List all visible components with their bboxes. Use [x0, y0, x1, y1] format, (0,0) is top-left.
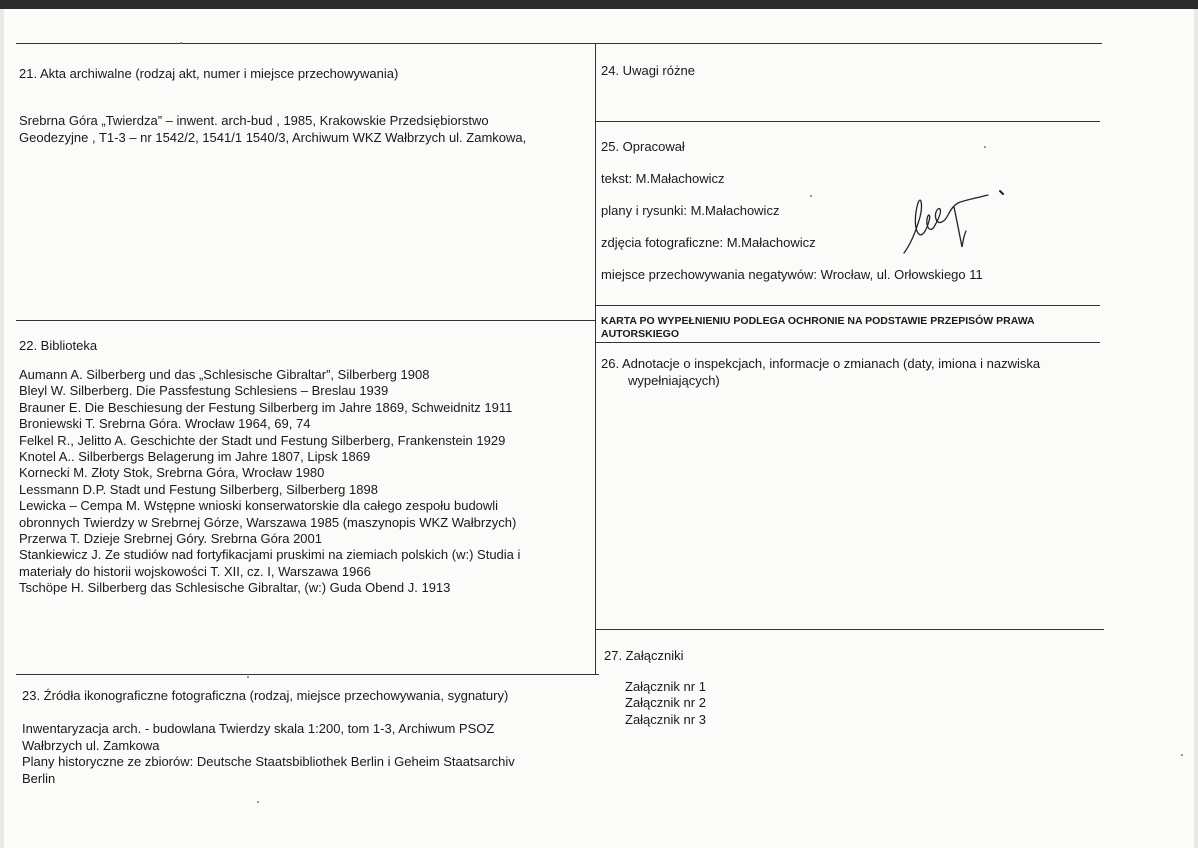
bibliography-entry: Knotel A.. Silberbergs Belagerung im Jahre 1807, Lipsk 1869 [19, 449, 371, 465]
section-23-line: Berlin [22, 771, 56, 786]
section-21-line: Srebrna Góra „Twierdza” – inwent. arch-bud , 1985, Krakowskie Przedsiębiorstwo [19, 113, 489, 128]
bibliography-entry: Tschöpe H. Silberberg das Schlesische Gibraltar, (w:) Guda Obend J. 1913 [19, 580, 451, 596]
bibliography-entry: Aumann A. Silberberg und das „Schlesische Gibraltar”, Silberberg 1908 [19, 367, 430, 382]
bibliography-entry: Kornecki M. Złoty Stok, Srebrna Góra, Wrocław 1980 [19, 465, 325, 481]
bibliography-list [19, 367, 520, 597]
author-text: tekst: M.Małachowicz [601, 171, 725, 186]
author-plans: plany i rysunki: M.Małachowicz [601, 203, 780, 218]
top-rule [16, 43, 1102, 44]
bibliography-entry: Brauner E. Die Beschiesung der Festung Silberberg im Jahre 1869, Schweidnitz 1911 [19, 399, 513, 415]
section-26-heading: 26. Adnotacje o inspekcjach, informacje o zmianach (daty, imiona i nazwiska [601, 356, 1041, 371]
section-27-heading: 27. Załączniki [604, 648, 684, 663]
scan-speck [180, 42, 182, 44]
section-23-line: Plany historyczne ze zbiorów: Deutsche Staatsbibliothek Berlin i Geheim Staatsarchiv [22, 754, 515, 769]
bibliography-entry: Broniewski T. Srebrna Góra. Wrocław 1964, 69, 74 [19, 416, 311, 432]
bibliography-entry: Bleyl W. Silberberg. Die Passfestung Schlesiens – Breslau 1939 [19, 383, 389, 399]
section-26-heading-cont: wypełniających) [628, 373, 720, 388]
handwritten-signature-icon [896, 187, 1008, 257]
author-photos: zdjęcia fotograficzne: M.Małachowicz [601, 235, 816, 250]
rule-25-note [595, 305, 1100, 306]
rule-26-27 [595, 629, 1104, 630]
section-25-heading: 25. Opracował [601, 139, 685, 154]
bibliography-entry: Felkel R., Jelitto A. Geschichte der Stadt und Festung Silberberg, Frankenstein 1929 [19, 432, 506, 448]
copyright-notice [601, 315, 1035, 340]
scan-speck [1181, 754, 1183, 756]
archive-form-sheet [4, 9, 1194, 848]
rule-note-26 [595, 342, 1100, 343]
section-23-line: Inwentaryzacja arch. - budowlana Twierdzy skala 1:200, tom 1-3, Archiwum PSOZ [22, 721, 495, 736]
attachment-item: Załącznik nr 1 [625, 679, 706, 694]
section-22-heading: 22. Biblioteka [19, 338, 98, 353]
copyright-notice-line: AUTORSKIEGO [601, 327, 679, 340]
bibliography-entry: materiały do historii wojskowości T. XII, cz. I, Warszawa 1966 [19, 563, 371, 579]
section-21-line: Geodezyjne , T1-3 – nr 1542/2, 1541/1 1540/3, Archiwum WKZ Wałbrzych ul. Zamkowa, [19, 130, 527, 145]
bibliography-entry: Przerwa T. Dzieje Srebrnej Góry. Srebrna Góra 2001 [19, 531, 322, 547]
negatives-location: miejsce przechowywania negatywów: Wrocław, ul. Orłowskiego 11 [601, 267, 983, 282]
section-24-heading: 24. Uwagi różne [601, 63, 695, 78]
column-divider [595, 43, 596, 675]
attachment-item: Załącznik nr 3 [625, 711, 706, 727]
bibliography-entry: Stankiewicz J. Ze studiów nad fortyfikacjami pruskimi na ziemiach polskich (w:) Studia i [19, 547, 521, 563]
section-23-heading: 23. Źródła ikonograficzne fotograficzna (rodzaj, miejsce przechowywania, sygnatury) [22, 688, 509, 703]
section-21-heading: 21. Akta archiwalne (rodzaj akt, numer i miejsce przechowywania) [19, 66, 399, 81]
attachments-list [625, 679, 706, 728]
rule-21-22 [16, 320, 595, 321]
bibliography-entry: Lewicka – Cempa M. Wstępne wnioski konserwatorskie dla całego zespołu budowli [19, 498, 499, 514]
bibliography-entry: obronnych Twierdzy w Srebrnej Górze, Warszawa 1985 (maszynopis WKZ Wałbrzych) [19, 514, 517, 530]
rule-24-25 [595, 121, 1100, 122]
bibliography-entry: Lessmann D.P. Stadt und Festung Silberberg, Silberberg 1898 [19, 481, 378, 497]
scan-speck [810, 195, 812, 197]
scan-speck [984, 146, 986, 148]
attachment-item: Załącznik nr 2 [625, 695, 706, 711]
scan-speck [247, 676, 249, 678]
scan-speck [257, 801, 259, 803]
copyright-notice-line: KARTA PO WYPEŁNIENIU PODLEGA OCHRONIE NA PODSTAWIE PRZEPISÓW PRAWA [601, 315, 1035, 327]
rule-22-23 [16, 674, 599, 675]
section-23-line: Wałbrzych ul. Zamkowa [22, 738, 160, 753]
scan-edge [0, 0, 1198, 9]
